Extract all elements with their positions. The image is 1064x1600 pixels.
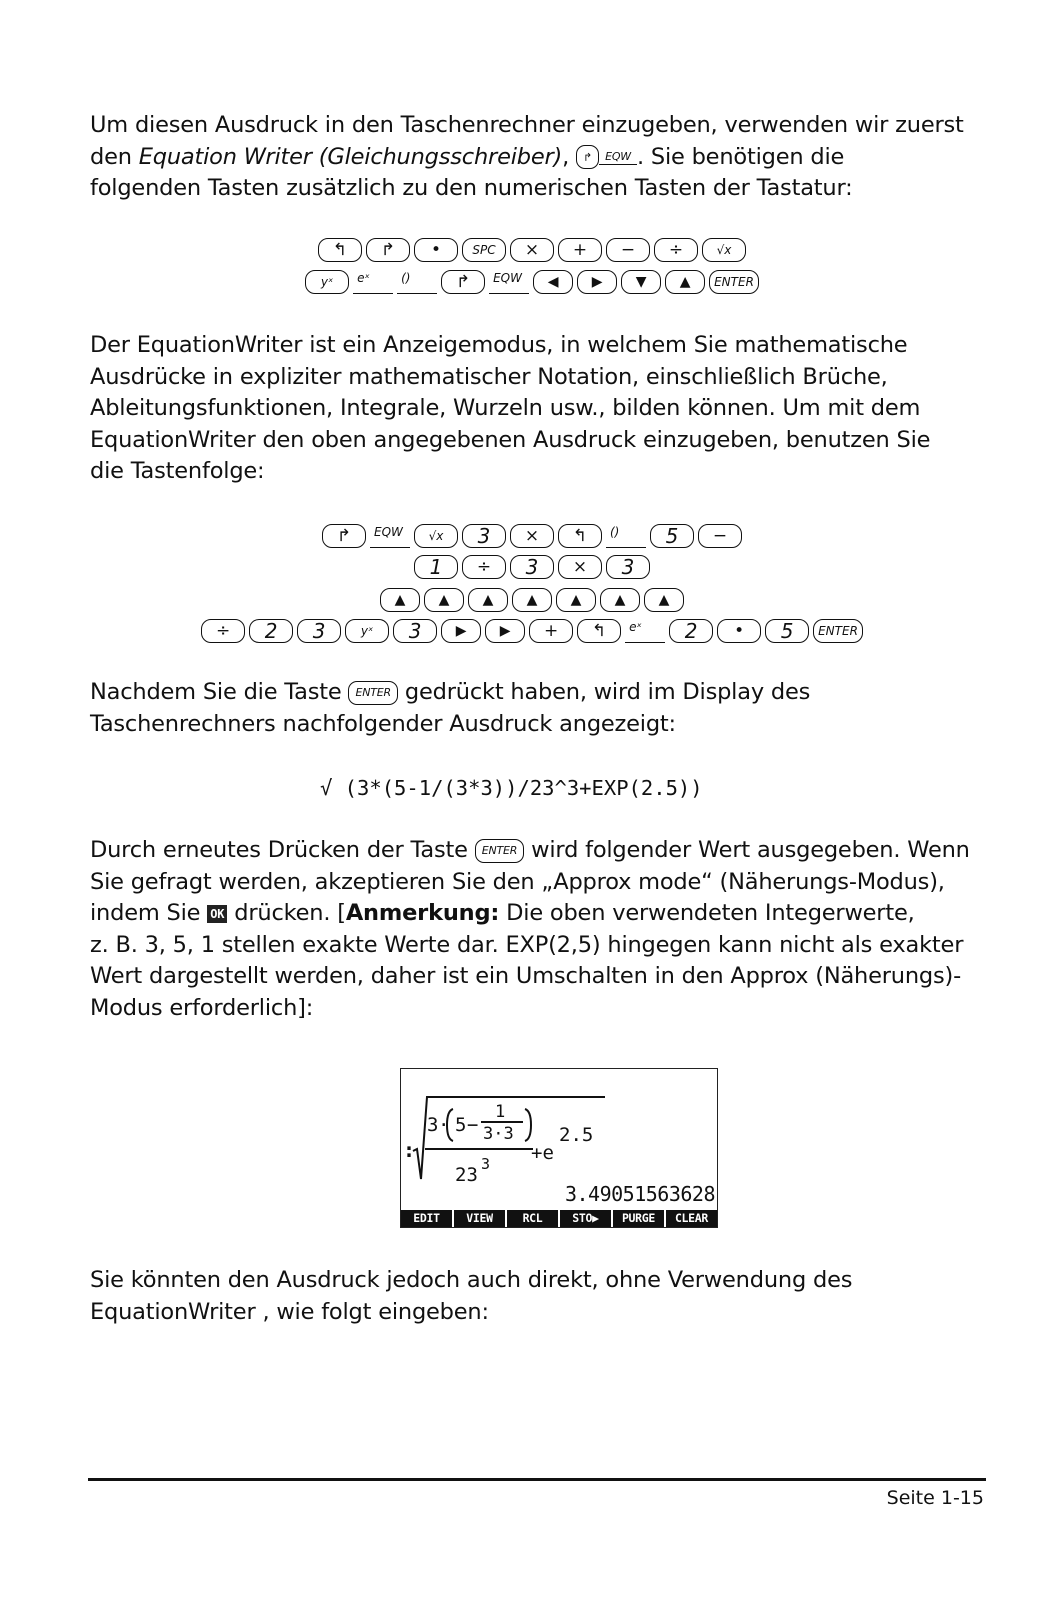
footer-rule [88, 1478, 986, 1481]
minus-sign: − [467, 1114, 479, 1136]
plus-e: +e [531, 1142, 554, 1164]
up-arrow-key-icon: ▲ [665, 270, 705, 294]
text-line [90, 677, 990, 709]
digit-3-key-icon: 3 [393, 619, 437, 643]
equation-writer-term: Equation Writer (Gleichungsschreiber) [138, 143, 563, 170]
text-line: EquationWriter , wie folgt eingeben: [90, 1298, 489, 1325]
paren-label: () [397, 270, 437, 294]
digit-3-key-icon: 3 [606, 555, 650, 579]
calculator-screen [400, 1068, 718, 1228]
inner-denominator: 3·3 [483, 1124, 514, 1144]
softkey-edit[interactable]: EDIT [401, 1210, 452, 1227]
times-key-icon: × [510, 524, 554, 548]
left-bracket [447, 1109, 453, 1141]
softkey-menu [401, 1210, 717, 1227]
text-fragment: drücken. [ [227, 900, 346, 926]
numerator-5: 5 [455, 1114, 467, 1136]
text-line: folgenden Tasten zusätzlich zu den numerischen Tasten der Tastatur: [90, 175, 853, 201]
digit-1-key-icon: 1 [414, 555, 458, 579]
text-fragment: Die oben verwendeten Integerwerte, [499, 900, 915, 926]
up-arrow-key-icon: ▲ [468, 588, 508, 612]
right-arrow-key-icon: ▶ [485, 619, 525, 643]
text-fragment: Durch erneutes Drücken der Taste [90, 837, 475, 863]
text-line: Um diesen Ausdruck in den Taschenrechner einzugeben, verwenden wir zuerst [90, 112, 964, 138]
denominator-23: 23 [455, 1164, 478, 1186]
spc-key-icon: SPC [462, 238, 506, 262]
dot-key-icon: • [717, 619, 761, 643]
softkey-clear[interactable]: CLEAR [666, 1210, 717, 1227]
enter-key-icon: ENTER [348, 681, 398, 705]
up-arrow-key-icon: ▲ [380, 588, 420, 612]
digit-5-key-icon: 5 [650, 524, 694, 548]
text-fragment: gedrückt haben, wird im Display des [397, 679, 811, 705]
text-line: EquationWriter den oben angegebenen Ausdruck einzugeben, benutzen Sie [90, 426, 931, 453]
direct-entry-paragraph [90, 1265, 990, 1328]
intro-paragraph [90, 110, 990, 205]
key-sequence-row-4 [0, 617, 1064, 645]
text-fragment: indem Sie [90, 900, 208, 926]
text-line: Ausdrücke in expliziter mathematischer Notation, einschließlich Brüche, [90, 363, 888, 390]
up-arrow-key-icon: ▲ [600, 588, 640, 612]
e-exponent: 2.5 [559, 1124, 594, 1146]
right-shift-key-icon: ↱ [366, 238, 410, 262]
digit-3-key-icon: 3 [462, 524, 506, 548]
ex-label: eˣ [625, 619, 665, 643]
right-shift-key-icon: ↱ [576, 145, 599, 169]
text-line: Taschenrechners nachfolgender Ausdruck angezeigt: [90, 710, 676, 737]
divide-key-icon: ÷ [201, 619, 245, 643]
softkey-purge[interactable]: PURGE [613, 1210, 664, 1227]
right-shift-key-icon: ↱ [322, 524, 366, 548]
softkey-view[interactable]: VIEW [454, 1210, 505, 1227]
text-line: Sie könnten den Ausdruck jedoch auch direkt, ohne Verwendung des [90, 1267, 853, 1293]
text-fragment: . Sie benötigen die [636, 143, 845, 170]
digit-3-key-icon: 3 [510, 555, 554, 579]
text-line: Ableitungsfunktionen, Integrale, Wurzeln usw., bilden können. Um mit dem [90, 395, 921, 421]
yx-key-icon: yˣ [345, 619, 389, 643]
left-shift-key-icon: ↰ [577, 619, 621, 643]
denominator-exponent: 3 [481, 1155, 491, 1173]
result-value: 3.49051563628 [564, 1182, 715, 1206]
softkey-rcl[interactable]: RCL [507, 1210, 558, 1227]
times-key-icon: × [510, 238, 554, 262]
numerator-3: 3 [427, 1114, 439, 1136]
text-line: Wert dargestellt werden, daher ist ein Umschalten in den Approx (Näherungs)- [90, 963, 962, 989]
enter-key-icon: ENTER [709, 270, 759, 294]
stack-level-colon: : [403, 1138, 416, 1162]
enter-key-icon: ENTER [475, 839, 525, 863]
left-shift-key-icon: ↰ [558, 524, 602, 548]
yx-key-icon: yˣ [305, 270, 349, 294]
inner-numerator: 1 [495, 1102, 506, 1122]
minus-key-icon: − [698, 524, 742, 548]
text-line: Modus erforderlich]: [90, 994, 314, 1021]
text-line [90, 898, 990, 930]
text-line: die Tastenfolge: [90, 458, 265, 484]
text-line: Sie gefragt werden, akzeptieren Sie den „Approx mode“ (Näherungs-Modus), [90, 868, 945, 895]
down-arrow-key-icon: ▼ [621, 270, 661, 294]
up-arrow-key-icon: ▲ [556, 588, 596, 612]
times-key-icon: × [558, 555, 602, 579]
up-arrow-key-icon: ▲ [512, 588, 552, 612]
minus-key-icon: − [606, 238, 650, 262]
paren-label: () [606, 524, 646, 548]
after-enter-paragraph [90, 677, 990, 740]
text-line: Der EquationWriter ist ein Anzeigemodus, in welchem Sie mathematische [90, 332, 908, 358]
key-sequence-row-1 [0, 522, 1064, 550]
text-line [90, 835, 990, 867]
left-shift-key-icon: ↰ [318, 238, 362, 262]
equationwriter-paragraph [90, 330, 990, 488]
divide-key-icon: ÷ [462, 555, 506, 579]
approx-mode-paragraph [90, 835, 990, 1024]
digit-3-key-icon: 3 [297, 619, 341, 643]
dot-key-icon: • [414, 238, 458, 262]
enter-key-icon: ENTER [813, 619, 863, 643]
note-label: Anmerkung: [345, 900, 500, 926]
sqrt-key-icon: √x [702, 238, 746, 262]
digit-2-key-icon: 2 [249, 619, 293, 643]
command-line-expression: √ (3*(5-1/(3*3))/23^3+EXP(2.5)) [320, 776, 703, 800]
plus-key-icon: + [529, 619, 573, 643]
up-arrow-key-icon: ▲ [644, 588, 684, 612]
eqw-label: EQW [599, 150, 637, 165]
text-fragment: Nachdem Sie die Taste [90, 679, 349, 705]
text-line: z. B. 3, 5, 1 stellen exakte Werte dar. EXP(2,5) hingegen kann nicht als exakter [90, 931, 964, 958]
text-fragment: den [90, 143, 139, 170]
right-arrow-key-icon: ▶ [577, 270, 617, 294]
ok-softkey-icon: OK [207, 905, 227, 923]
key-sequence-row-3 [0, 586, 1064, 614]
plus-key-icon: + [558, 238, 602, 262]
key-row-2 [0, 268, 1064, 296]
text-fragment: , [562, 143, 570, 170]
softkey-sto[interactable]: STO▶ [560, 1210, 611, 1227]
up-arrow-key-icon: ▲ [424, 588, 464, 612]
digit-5-key-icon: 5 [765, 619, 809, 643]
text-fragment: wird folgender Wert ausgegeben. Wenn [524, 837, 970, 863]
key-sequence-row-2 [0, 553, 1064, 581]
key-row-1 [0, 236, 1064, 264]
divide-key-icon: ÷ [654, 238, 698, 262]
digit-2-key-icon: 2 [669, 619, 713, 643]
page-number: Seite 1-15 [886, 1487, 984, 1509]
ex-label: eˣ [353, 270, 393, 294]
sqrt-key-icon: √x [414, 524, 458, 548]
eqw-label: EQW [370, 524, 410, 548]
multiply-dot: · [438, 1114, 450, 1136]
right-arrow-key-icon: ▶ [441, 619, 481, 643]
left-arrow-key-icon: ◀ [533, 270, 573, 294]
text-line [90, 142, 990, 174]
right-shift-key-icon: ↱ [441, 270, 485, 294]
right-bracket [525, 1109, 531, 1141]
eqw-label: EQW [489, 270, 529, 294]
